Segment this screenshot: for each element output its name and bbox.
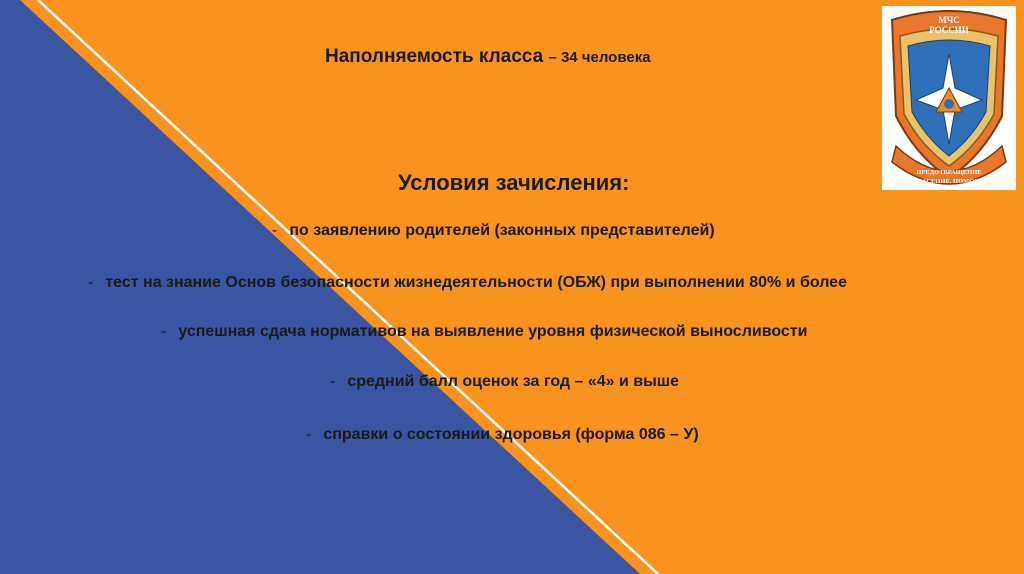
condition-item — [330, 373, 679, 391]
condition-item — [306, 426, 699, 444]
bullet-dash: - — [330, 373, 336, 390]
emblem-top-line1: МЧС — [938, 15, 960, 25]
emblem-ribbon-line2: СПАСЕНИЕ. ПОМОЩЬ — [912, 178, 986, 185]
mchs-emblem-icon — [882, 6, 1016, 190]
emblem-center-circle — [944, 99, 954, 109]
class-size-count: – 34 человека — [548, 49, 651, 66]
emblem-ribbon-line1: ПРЕДОТВРАЩЕНИЕ — [916, 169, 982, 176]
class-size-heading — [325, 46, 651, 68]
emblem-top-line2: РОССИИ — [929, 25, 969, 35]
bullet-dash: - — [306, 426, 312, 443]
condition-text: средний балл оценок за год – «4» и выше — [347, 373, 679, 390]
class-size-title: Наполняемость класса — [325, 46, 544, 67]
bullet-dash: - — [161, 323, 167, 340]
condition-text: справки о состоянии здоровья (форма 086 – У) — [323, 426, 699, 443]
condition-item — [88, 274, 847, 292]
bullet-dash: - — [272, 222, 278, 239]
condition-item — [161, 323, 807, 341]
condition-text: успешная сдача нормативов на выявление уровня физической выносливости — [178, 323, 808, 340]
condition-text: по заявлению родителей (законных представителей) — [289, 222, 715, 239]
condition-text: тест на знание Основ безопасности жизнедеятельности (ОБЖ) при выполнении 80% и более — [105, 274, 847, 291]
condition-item — [272, 222, 715, 240]
enrollment-conditions-heading: Условия зачисления: — [398, 170, 630, 195]
bullet-dash: - — [88, 274, 94, 291]
